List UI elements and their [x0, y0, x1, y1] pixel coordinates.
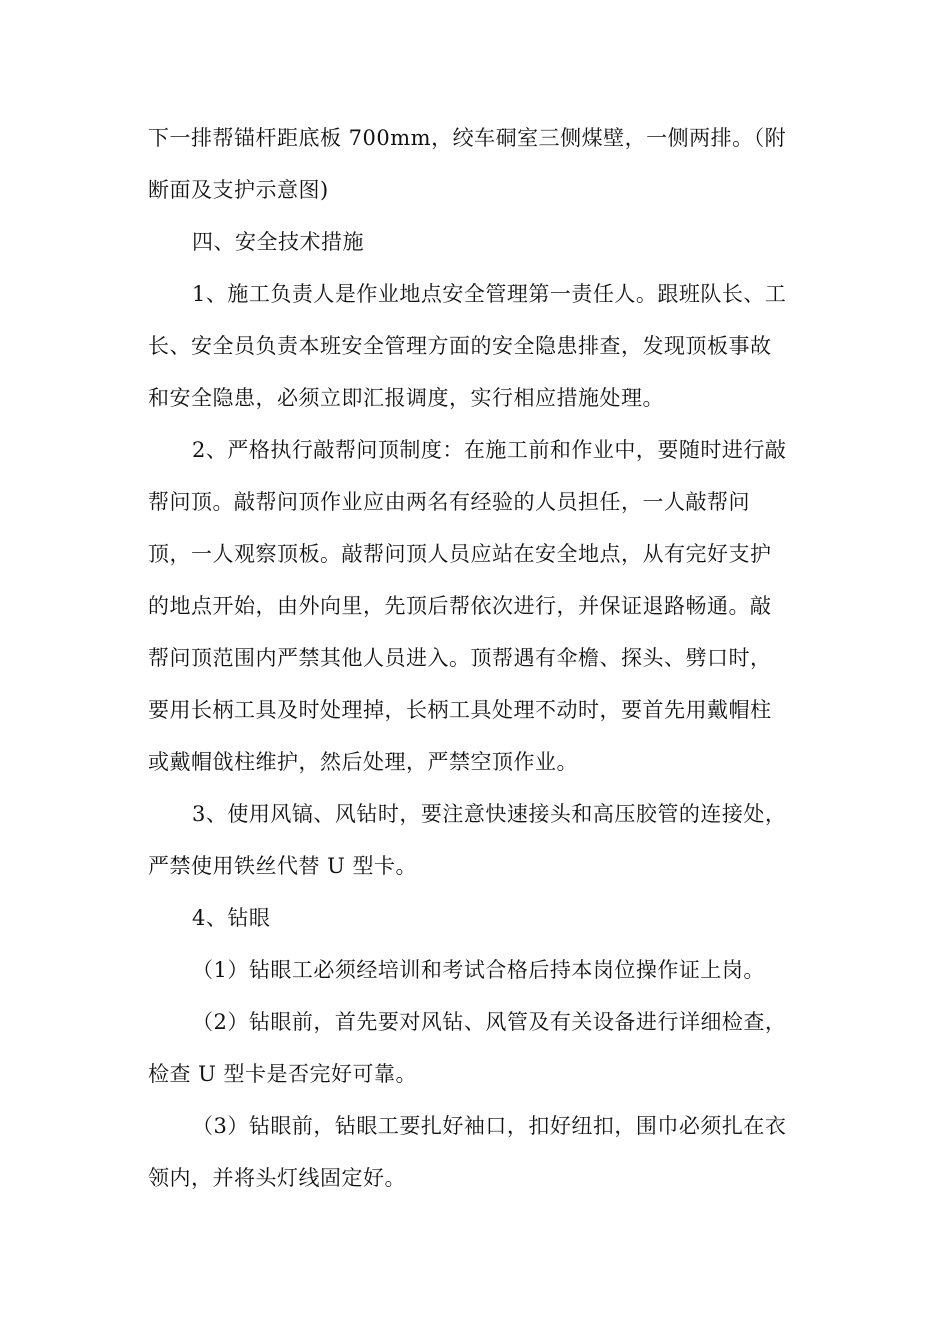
list-item: （3）钻眼前，钻眼工要扎好袖口，扣好纽扣，围巾必须扎在衣 [192, 1114, 787, 1138]
paragraph-line: 要用长柄工具及时处理掉，长柄工具处理不动时，要首先用戴帽柱 [148, 698, 772, 722]
section-heading: 四、安全技术措施 [192, 230, 364, 254]
paragraph-line: 检查 U 型卡是否完好可靠。 [148, 1062, 418, 1086]
paragraph-line: 3、使用风镐、风钻时，要注意快速接头和高压胶管的连接处， [192, 802, 787, 826]
list-item: （1）钻眼工必须经培训和考试合格后持本岗位操作证上岗。 [192, 958, 765, 982]
paragraph-line: 1、施工负责人是作业地点安全管理第一责任人。跟班队长、工 [192, 282, 787, 306]
paragraph-line: 或戴帽戗柱维护，然后处理，严禁空顶作业。 [148, 750, 578, 774]
paragraph-line: 帮问顶范围内严禁其他人员进入。顶帮遇有伞檐、探头、劈口时， [148, 646, 772, 670]
paragraph-line: 下一排帮锚杆距底板 700mm，绞车硐室三侧煤壁，一侧两排。（附 [148, 126, 787, 150]
section-heading: 4、钻眼 [192, 906, 271, 930]
paragraph-line: 严禁使用铁丝代替 U 型卡。 [148, 854, 418, 878]
list-item: （2）钻眼前，首先要对风钻、风管及有关设备进行详细检查， [192, 1010, 787, 1034]
document-body [148, 112, 808, 1204]
paragraph-line: 顶，一人观察顶板。敲帮问顶人员应站在安全地点，从有完好支护 [148, 542, 772, 566]
paragraph-line: 的地点开始，由外向里，先顶后帮依次进行，并保证退路畅通。敲 [148, 594, 772, 618]
paragraph-line: 帮问顶。敲帮问顶作业应由两名有经验的人员担任，一人敲帮问 [148, 490, 750, 514]
paragraph-line: 长、安全员负责本班安全管理方面的安全隐患排查，发现顶板事故 [148, 334, 772, 358]
paragraph-line: 领内，并将头灯线固定好。 [148, 1166, 406, 1190]
paragraph-line: 断面及支护示意图) [148, 178, 329, 202]
paragraph-line: 2、严格执行敲帮问顶制度：在施工前和作业中，要随时进行敲 [192, 438, 787, 462]
paragraph-line: 和安全隐患，必须立即汇报调度，实行相应措施处理。 [148, 386, 664, 410]
